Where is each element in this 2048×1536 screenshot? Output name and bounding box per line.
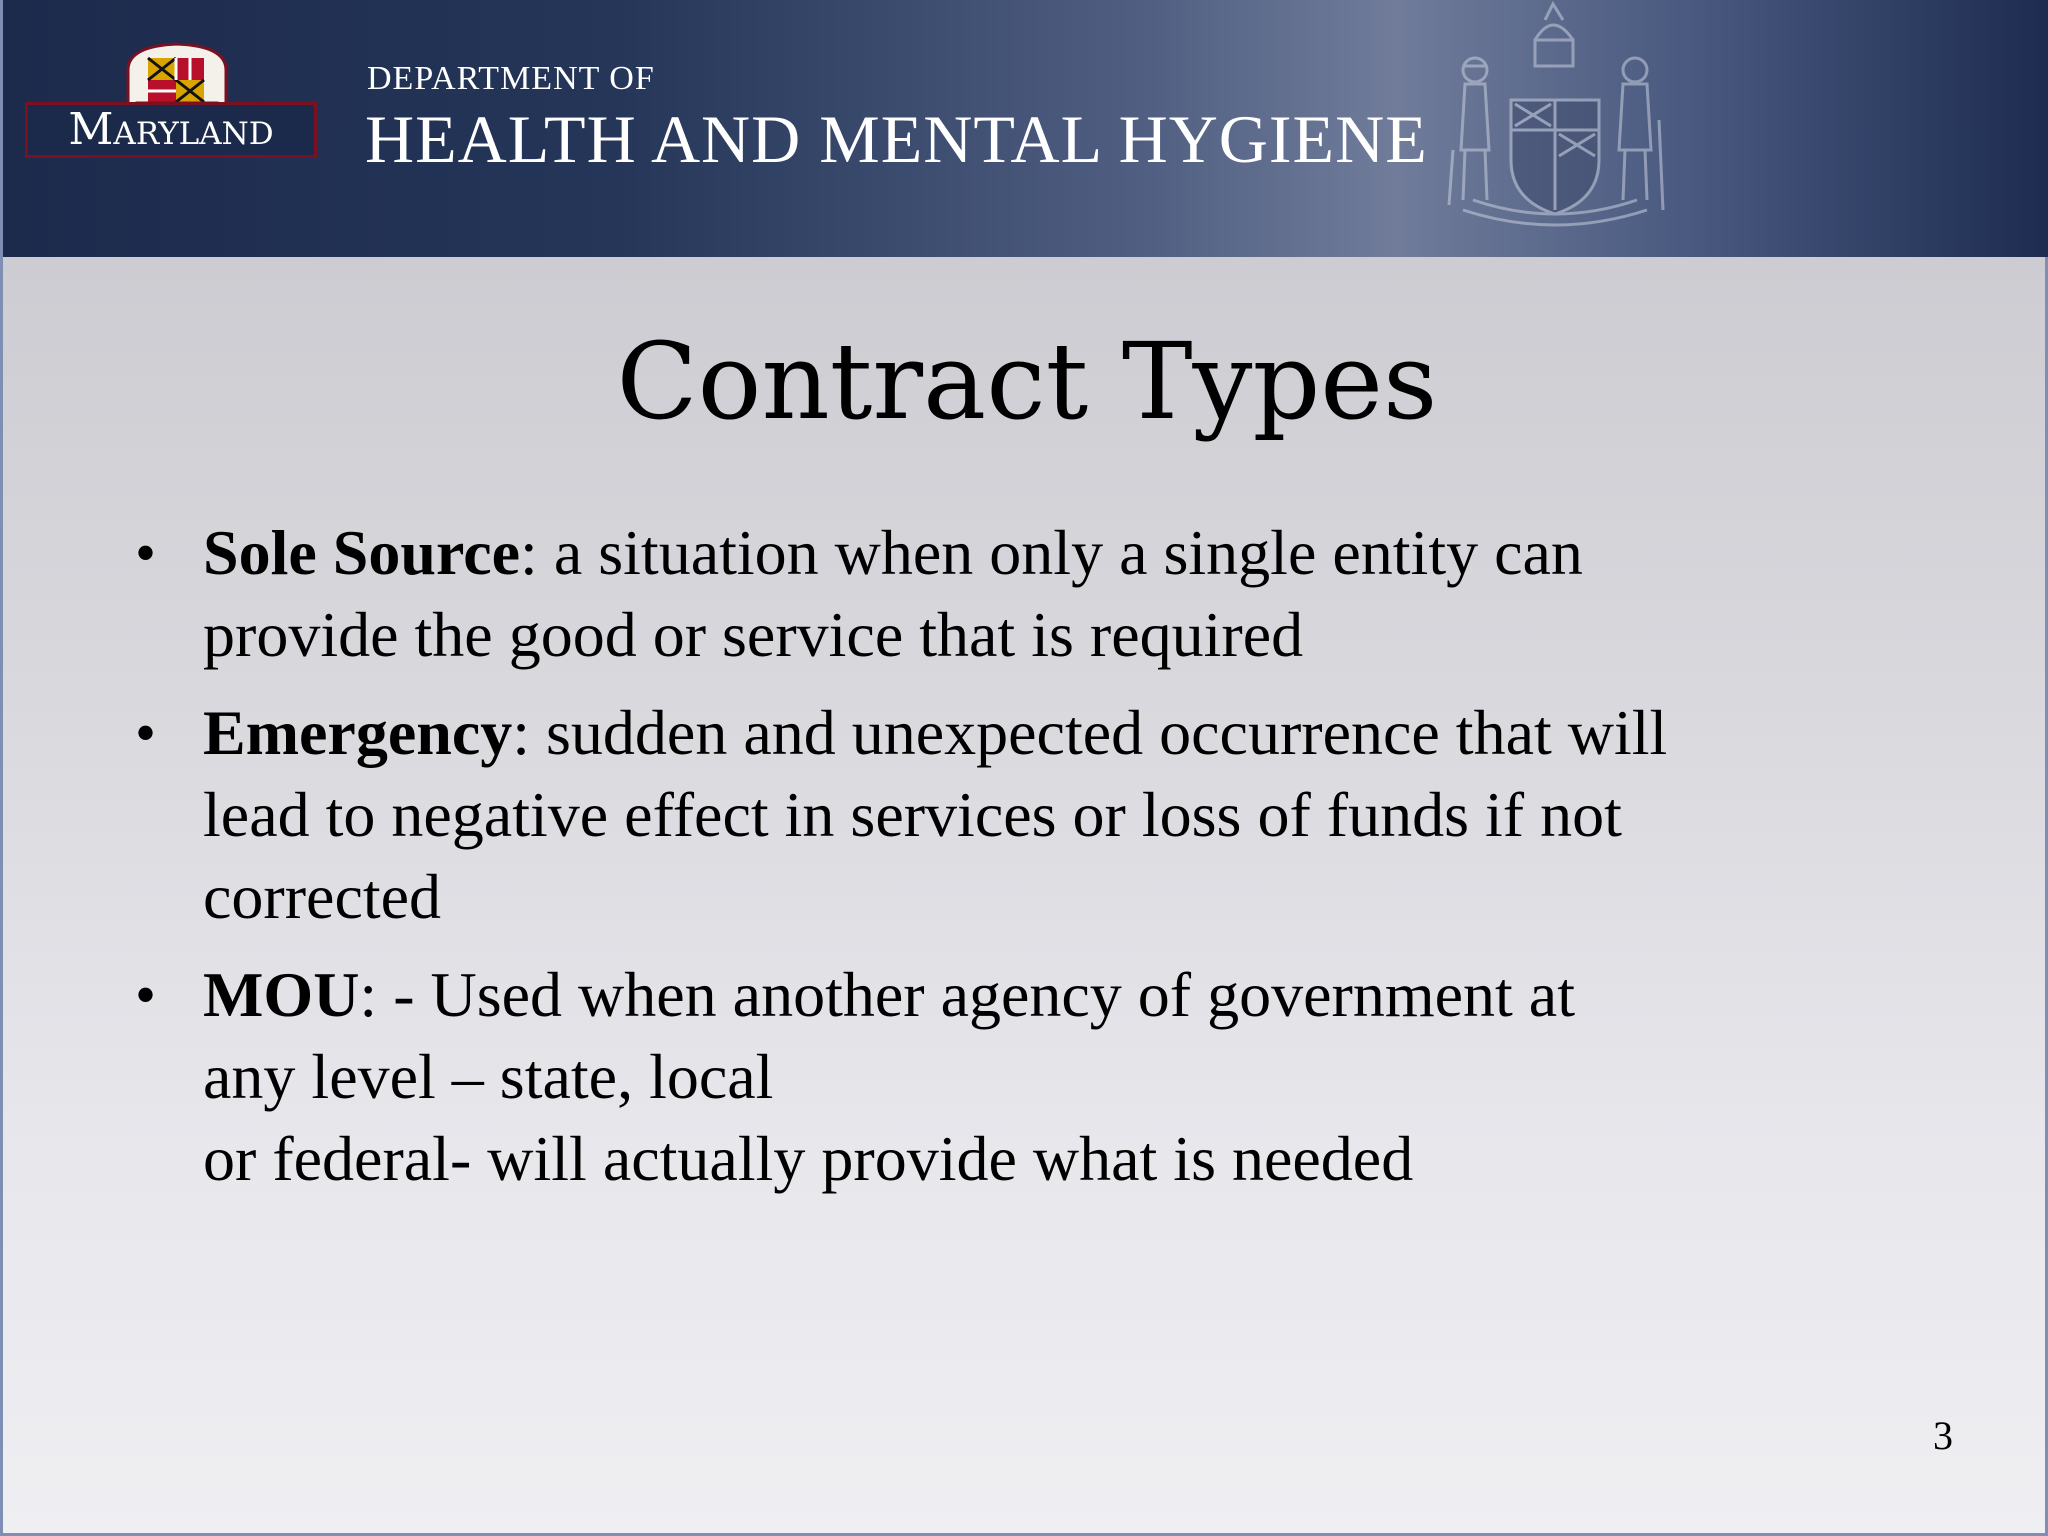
bullet-first-line (203, 954, 1931, 1036)
bullet-text: corrected (203, 861, 442, 932)
slide-title: Contract Types (616, 320, 1438, 443)
maryland-seal-icon (1423, 0, 1683, 240)
maryland-logo (25, 40, 323, 162)
department-of-label: DEPARTMENT OF (367, 60, 655, 97)
bullet-icon: • (135, 520, 157, 586)
page-number: 3 (1933, 1413, 1953, 1458)
list-item (131, 692, 1931, 938)
maryland-wordmark: Maryland (68, 104, 274, 155)
header-banner (3, 0, 2048, 257)
bullet-first-line (203, 512, 1931, 594)
bullet-text: or federal- will actually provide what is needed (203, 1123, 1414, 1194)
list-item (131, 954, 1931, 1200)
bullet-term: MOU (203, 959, 360, 1030)
list-item (131, 512, 1931, 676)
bullet-first-line (203, 692, 1931, 774)
bullet-icon: • (135, 962, 157, 1028)
bullet-text: : - Used when another agency of government at (359, 959, 1575, 1030)
contract-types-list (131, 512, 1931, 1216)
bullet-text: : a situation when only a single entity can (520, 517, 1583, 588)
bullet-text: provide the good or service that is required (203, 599, 1304, 670)
bullet-icon: • (135, 700, 157, 766)
maryland-wordmark-box (25, 102, 317, 158)
bullet-term: Emergency (203, 697, 513, 768)
bullet-term: Sole Source (203, 517, 521, 588)
bullet-text: : sudden and unexpected occurrence that will (512, 697, 1668, 768)
department-name: HEALTH AND MENTAL HYGIENE (365, 101, 1428, 177)
bullet-text: any level – state, local (203, 1041, 774, 1112)
bullet-text: lead to negative effect in services or loss of funds if not (203, 779, 1622, 850)
